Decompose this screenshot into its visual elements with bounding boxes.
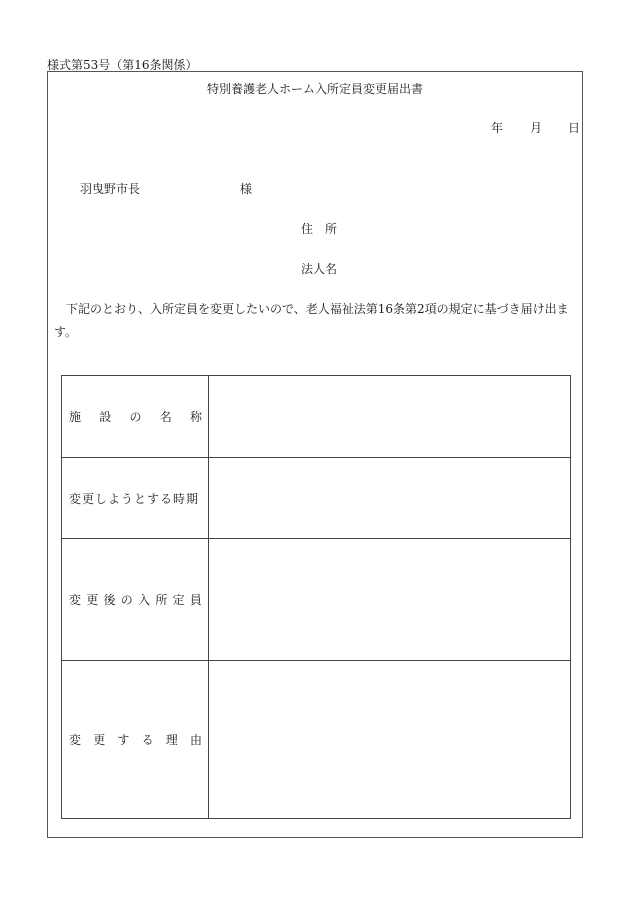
addressee-honorific: 様 bbox=[240, 182, 253, 196]
new-capacity-field[interactable] bbox=[208, 539, 570, 661]
table-row-facility-name bbox=[62, 376, 571, 458]
new-capacity-label-text: 変 更 後 の 入 所 定 員 bbox=[69, 593, 202, 607]
date-day-label: 日 bbox=[568, 121, 581, 135]
form-frame bbox=[47, 71, 583, 838]
facility-name-label-text: 施 設 の 名 称 bbox=[69, 410, 202, 424]
address-label: 住 所 bbox=[301, 222, 338, 236]
form-number: 様式第53号（第16条関係） bbox=[47, 58, 198, 72]
facility-name-field[interactable] bbox=[208, 376, 570, 458]
addressee-name: 羽曳野市長 bbox=[80, 182, 141, 196]
facility-name-label bbox=[62, 376, 209, 458]
notification-body-text: 下記のとおり、入所定員を変更したいので、老人福祉法第16条第2項の規定に基づき届け出ます。 bbox=[54, 302, 569, 339]
table-row-new-capacity bbox=[62, 539, 571, 661]
new-capacity-label bbox=[62, 539, 209, 661]
table-row-change-reason bbox=[62, 661, 571, 819]
change-reason-label-text: 変 更 す る 理 由 bbox=[69, 733, 202, 747]
change-date-field[interactable] bbox=[208, 458, 570, 539]
change-date-label bbox=[62, 458, 209, 539]
change-date-label-text: 変更しようとする時期 bbox=[69, 491, 200, 506]
corporation-name-label: 法人名 bbox=[301, 262, 338, 276]
table-row-change-date bbox=[62, 458, 571, 539]
details-table bbox=[61, 375, 571, 819]
date-month-label: 月 bbox=[530, 121, 543, 135]
change-reason-label bbox=[62, 661, 209, 819]
date-year-label: 年 bbox=[491, 121, 504, 135]
form-title: 特別養護老人ホーム入所定員変更届出書 bbox=[206, 82, 423, 96]
change-reason-field[interactable] bbox=[208, 661, 570, 819]
